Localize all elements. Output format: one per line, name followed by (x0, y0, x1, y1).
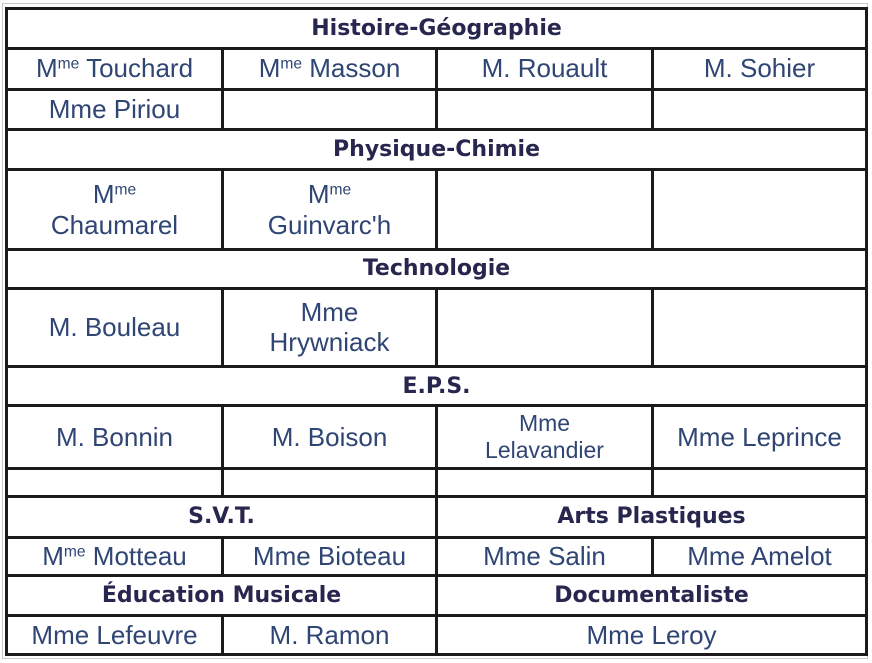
section-header-row (7, 367, 867, 406)
empty-cell (7, 469, 223, 497)
empty-cell (653, 89, 867, 130)
teacher-row (7, 288, 867, 367)
teacher-cell: $M^{me}$ Guinvarc'h (223, 170, 437, 250)
section-title-physique-chimie: Physique-Chimie (7, 130, 867, 170)
teacher-cell: $M^{me}$ Touchard (7, 48, 223, 89)
teacher-cell: Mme Lefeuvre (7, 616, 223, 655)
teacher-cell: Mme Salin (437, 537, 653, 576)
section-header-row (7, 576, 867, 616)
section-header-row (7, 130, 867, 170)
teacher-cell: $M^{me}$ Chaumarel (7, 170, 223, 250)
empty-cell (437, 288, 653, 367)
empty-row (7, 469, 867, 497)
teacher-cell: Mme Piriou (7, 89, 223, 130)
section-header-row (7, 496, 867, 537)
teacher-row (7, 48, 867, 89)
teacher-cell: M. Boison (223, 405, 437, 468)
teacher-row (7, 616, 867, 655)
teacher-cell: M. Bouleau (7, 288, 223, 367)
teacher-cell: Mme Amelot (653, 537, 867, 576)
section-header-row (7, 249, 867, 288)
teacher-cell: M. Ramon (223, 616, 437, 655)
section-title-technologie: Technologie (7, 249, 867, 288)
empty-cell (653, 170, 867, 250)
teacher-cell: Mme Leroy (437, 616, 867, 655)
teacher-cell: $M^{me}$ Masson (223, 48, 437, 89)
section-title-histoire-geographie: Histoire-Géographie (7, 9, 867, 49)
teacher-cell: Mme Lelavandier (437, 405, 653, 468)
teacher-row (7, 537, 867, 576)
teachers-table (5, 7, 868, 656)
empty-cell (653, 288, 867, 367)
section-header-row (7, 9, 867, 49)
section-title-education-musicale: Éducation Musicale (7, 576, 437, 616)
teacher-cell: M. Bonnin (7, 405, 223, 468)
section-title-arts-plastiques: Arts Plastiques (437, 496, 867, 537)
teacher-cell: M. Sohier (653, 48, 867, 89)
section-title-eps: E.P.S. (7, 367, 867, 406)
section-title-documentaliste: Documentaliste (437, 576, 867, 616)
teacher-cell: Mme Hrywniack (223, 288, 437, 367)
teacher-cell: Mme Leprince (653, 405, 867, 468)
teacher-row (7, 170, 867, 250)
teacher-cell: $M^{me}$ Motteau (7, 537, 223, 576)
empty-cell (437, 170, 653, 250)
empty-cell (653, 469, 867, 497)
teacher-cell: M. Rouault (437, 48, 653, 89)
empty-cell (223, 89, 437, 130)
teacher-cell: Mme Bioteau (223, 537, 437, 576)
empty-cell (223, 469, 437, 497)
empty-cell (437, 469, 653, 497)
teacher-row (7, 89, 867, 130)
teacher-row (7, 405, 867, 468)
section-title-svt: S.V.T. (7, 496, 437, 537)
empty-cell (437, 89, 653, 130)
